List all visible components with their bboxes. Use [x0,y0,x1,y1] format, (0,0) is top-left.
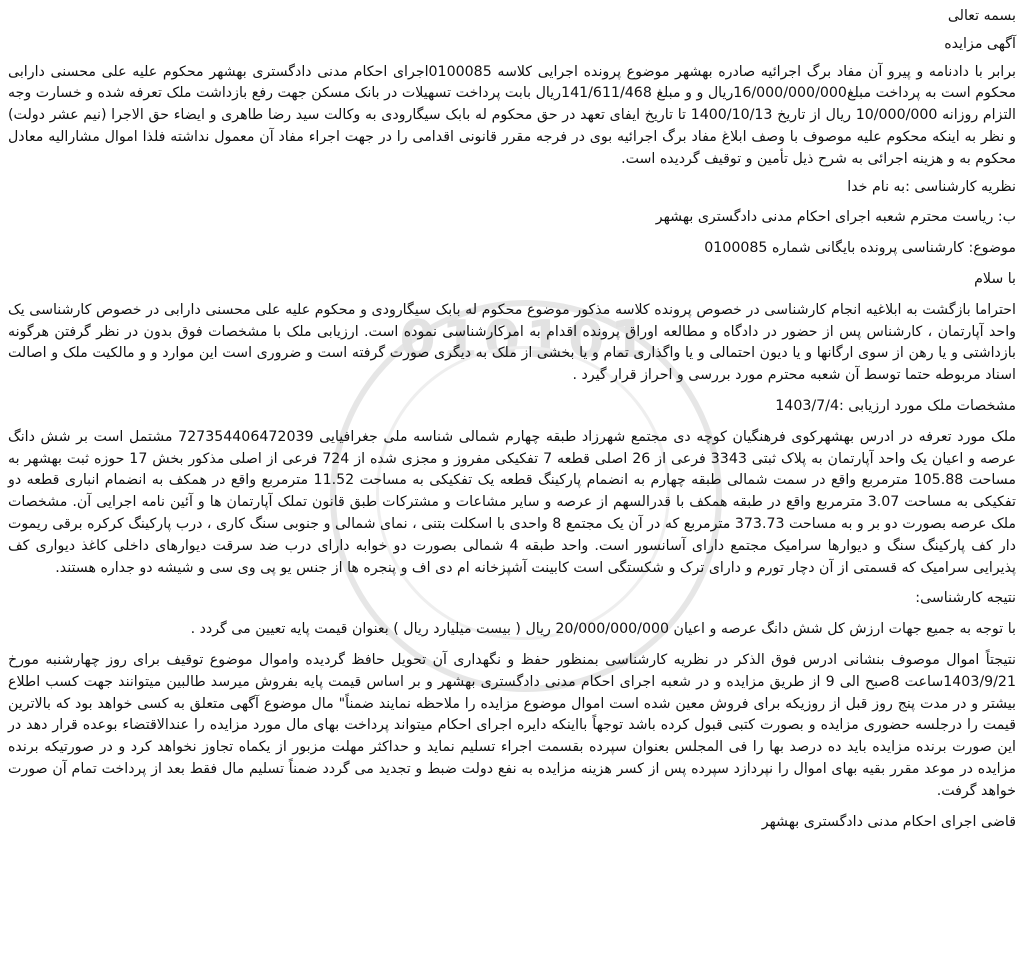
result-paragraph: با توجه به جمیع جهات ارزش کل شش دانگ عرصه و اعیان 20/000/000/000 ریال ( بیست میلیارد ریال ) بعنوان قیمت پایه تعیین می گردد . [190,621,1016,638]
subject-line: موضوع: کارشناسی پرونده بایگانی شماره 0100085 [704,240,1016,257]
property-specs-paragraph: ملک مورد تعرفه در ادرس بهشهرکوی فرهنگیان کوچه دی مجتمع شهرزاد طبقه چهارم شمالی شناسه ملی جغرافیایی 727354406472039 مشتمل است بر شش دانگ عرصه و اعیان یک واحد آپارتمان به پلاک ثبتی 3343 فرعی از 26 اصلی قطعه 7 تفکیکی مفروز و مجزی شده از 724 فرعی از اصلی مذکور بخش 17 حوزه ثبت بهشهر به مساحت 105.88 مترمربع واقع در سمت شمالی طبقه چهارم به انضمام پارکینگ قطعه یک تفکیکی به مساحت 11.52 مترمربع واقع در همکف به انضمام انباری قطعه دو تفکیکی به مساحت 3.07 مترمربع واقع در طبقه همکف با قدرالسهم از عرصه و سایر مشاعات و مشترکات طبق قانون تملک آپارتمان ها و آئین نامه اجرایی آن. مشخصات ملک عرصه بصورت دو بر و به مساحت 373.73 مترمربع که در آن یک مجتمع 8 واحدی با اسکلت بتنی ، نمای شمالی و جنوبی سنگ کاری ، درب پارکینگ کرکره برقی ریموت دار کف پارکینگ سنگ و دیوارها سرامیک مجتمع دارای آسانسور است. واحد طبقه 4 شمالی بصورت دو خوابه دارای درب ضد سرقت دیوارهای داخلی کاغذ دیواری کف پذیرایی سرامیک که قسمتی از آن دچار تورم و دارای ترک و شکستگی است کابینت آشپزخانه ام دی اف و پنجره ها از جنس یو پی وی سی و شیشه دو جداره هستند. [8,428,1016,576]
assessment-paragraph: احتراما بازگشت به ابلاغیه انجام کارشناسی در خصوص پرونده کلاسه مذکور موضوع محکوم له بابک سیگارودی و محکوم علیه علی محسنی دارابی در خصوص کارشناسی یک واحد آپارتمان ، کارشناس پس از حضور در دادگاه و مطالعه اوراق پرونده اقدام به امرکارشناسی نموده است. ارزیابی ملک با مشخصات فوق بدون در نظر گرفتن هرگونه بازداشتی و یا رهن از سوی ارگانها و یا دیون احتمالی و یا واگذاری تمام و یا بخشی از ملک به دیگری صورت گرفته است و ضروری است این موارد و و مالکیت ملک و اصالت اسناد مربوطه حتما توسط آن شعبه محترم مورد بررسی و احراز قرار گیرد . [8,301,1016,384]
expert-opinion-heading: نظریه کارشناسی :به نام خدا [847,178,1016,195]
intro-paragraph: برابر با دادنامه و پیرو آن مفاد برگ اجرائیه صادره بهشهر موضوع پرونده اجرایی کلاسه 0100085اجرای احکام مدنی دادگستری بهشهر محکوم علیه علی محسنی دارابی محکوم است به پرداخت مبلغ16/000/000/000ریال و و مبلغ 141/611/468ریال بابت پرداخت تسهیلات در بانک مسکن جهت رفع بازداشت ملک تعرفه شده و خسارت وجه التزام روزانه 10/000/000 ریال از تاریخ 1400/10/13 تا تاریخ ایفای تعهد در حق محکوم له بابک سیگارودی به وکالت سید رضا طاهری و ایضاء حق الاجرا (نیم عشر دولت) و نظر به اینکه محکوم علیه موصوف با وصف ابلاغ مفاد برگ اجرائیه بوی در فرجه مقرر قانونی اقدامی را در جهت اجراء مفاد آن معمول نداشته فلذا اموال مشارالیه معادل محکوم به و هزینه اجرائی به شرح ذیل تأمین و توقیف گردیده است. [8,63,1017,167]
addressee-line: ب: ریاست محترم شعبه اجرای احکام مدنی دادگستری بهشهر [655,209,1016,226]
doc-heading: بسمه تعالی [947,8,1016,24]
signature-line: قاضی اجرای احکام مدنی دادگستری بهشهر [761,813,1016,830]
greeting-line: با سلام [974,270,1016,287]
seal-watermark-number: 010101 [399,310,653,370]
conclusion-paragraph: نتیجتاً اموال موصوف بنشانی ادرس فوق الذکر در نظریه کارشناسی بمنظور حفظ و نگهداری آن تحویل حافظ گردیده واموال موضوع توقیف برای روز چهارشنبه مورخ 1403/9/21ساعت 8صبح الی 9 از طریق مزایده و در شعبه اجرای احکام مدنی دادگستری بهشهر و بر اساس قیمت پایه بفروش میرسد طالبین میتوانند جهت کسب اطلاع بیشتر و در مدت پنج روز قبل از روزیکه برای فروش معین شده است اموال موضوع مزایده را ملاحظه نمایند ضمناً" مال موضوع آگهی متعلق به کسی خواهد بود که بالاترین قیمت را درجلسه حضوری مزایده و بصورت کتبی قبول کرده باشد توجهاً بااینکه دایره اجرای احکام میتواند پرداخت بهای مال مورد مزایده را عندالاقتضاء بوعده قرار دهد در این صورت برنده مزایده باید ده درصد بها را فی المجلس بعنوان سپرده بقسمت اجراء تسلیم نماید و حداکثر مهلت مزبور از یکماه تجاوز نخواهد کرد و در صورتیکه برنده مزایده در موعد مقرر بقیه بهای اموال را نپردازد سپرده پس از کسر هزینه مزایده به نفع دولت ضبط و تجدید می گردد ضمناً تسلیم مال فقط بعد از پرداخت تمام آن صورت خواهد گرفت. [8,651,1016,799]
specs-heading: مشخصات ملک مورد ارزیابی :1403/7/4 [775,397,1016,414]
result-heading: نتیجه کارشناسی: [915,590,1016,607]
doc-title: آگهی مزایده [944,35,1016,52]
